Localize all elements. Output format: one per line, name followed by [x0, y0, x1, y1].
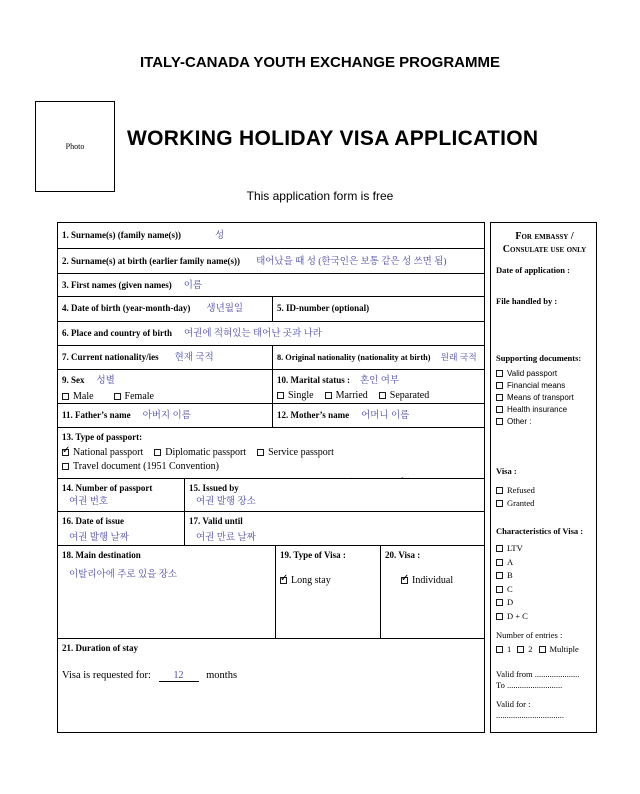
- checkbox-financial-means[interactable]: [496, 380, 593, 392]
- valid-to-line[interactable]: To ..........................: [496, 680, 563, 690]
- field-label: 11. Father’s name: [62, 410, 131, 420]
- field-20-visa: [381, 546, 484, 638]
- checkbox-icon[interactable]: [496, 500, 503, 507]
- field-label: 16. Date of issue: [62, 516, 124, 526]
- checkbox-female[interactable]: [114, 391, 154, 402]
- field-17-valid-until: [185, 512, 484, 545]
- field-hint-korean: 태어났을 때 성 (한국인은 보통 같은 성 쓰면 됨): [256, 257, 447, 267]
- checkbox-icon[interactable]: [539, 646, 546, 653]
- checkbox-icon[interactable]: [401, 577, 408, 584]
- supporting-documents-label: Supporting documents:: [496, 353, 582, 363]
- checkbox-male[interactable]: [62, 391, 94, 402]
- sex-options: [62, 389, 268, 403]
- photo-placeholder: [35, 101, 115, 192]
- field-hint-korean: 여권 만료 날짜: [196, 533, 256, 543]
- field-label: 10. Marital status :: [277, 375, 350, 385]
- checkbox-multiple[interactable]: [539, 644, 579, 654]
- duration-sentence: [62, 670, 480, 682]
- field-14-passport-number: [58, 479, 185, 511]
- visa-decision-label: Visa :: [496, 466, 517, 476]
- checkbox-icon[interactable]: [496, 586, 503, 593]
- characteristics-label: Characteristics of Visa :: [496, 526, 584, 536]
- checkbox-icon[interactable]: [496, 572, 503, 579]
- checkbox-label: Means of transport: [507, 393, 574, 402]
- field-label: 18. Main destination: [62, 550, 141, 560]
- checkbox-service-passport[interactable]: [257, 447, 334, 458]
- field-label: 1. Surname(s) (family name(s)): [62, 230, 181, 240]
- embassy-header: [496, 230, 593, 256]
- field-hint-korean: 어머니 이름: [361, 411, 410, 421]
- field-row-7-8: [58, 346, 484, 370]
- field-hint-korean: 생년월일: [206, 304, 244, 314]
- field-label: 7. Current nationality/ies: [62, 352, 159, 362]
- checkbox-icon[interactable]: [496, 406, 503, 413]
- programme-title: ITALY-CANADA YOUTH EXCHANGE PROGRAMME: [139, 54, 501, 71]
- field-21-duration-of-stay: [58, 639, 484, 732]
- checkbox-health-insurance[interactable]: [496, 404, 593, 416]
- checkbox-icon[interactable]: [379, 392, 386, 399]
- checkbox-valid-passport[interactable]: [496, 368, 593, 380]
- checkbox-icon[interactable]: [277, 392, 284, 399]
- entries-options: [496, 644, 593, 655]
- field-label: 19. Type of Visa :: [280, 550, 346, 560]
- checkbox-label: Refused: [507, 485, 535, 495]
- checkbox-icon[interactable]: [62, 393, 69, 400]
- checkbox-label: LTV: [507, 543, 523, 553]
- field-hint-korean: 여권 발행 장소: [196, 497, 256, 507]
- duration-prefix: Visa is requested for:: [62, 670, 151, 681]
- checkbox-icon[interactable]: [62, 449, 69, 456]
- field-9-sex: [58, 370, 273, 403]
- checkbox-label: D + C: [507, 610, 528, 621]
- checkbox-label: C: [507, 583, 513, 594]
- field-row-11-12: [58, 404, 484, 428]
- checkbox-icon[interactable]: [496, 646, 503, 653]
- field-label: 14. Number of passport: [62, 483, 153, 493]
- checkbox-means-of-transport[interactable]: [496, 392, 593, 404]
- checkbox-label: National passport: [73, 447, 144, 458]
- checkbox-label: Travel document (1951 Convention): [73, 461, 220, 472]
- checkbox-icon[interactable]: [154, 449, 161, 456]
- file-handled-by-label: File handled by :: [496, 296, 558, 306]
- field-2-surname-at-birth: [58, 249, 484, 274]
- field-hint-korean: 성: [214, 231, 225, 241]
- checkbox-d-c[interactable]: [496, 610, 593, 624]
- checkbox-b[interactable]: [496, 569, 593, 583]
- checkbox-icon[interactable]: [517, 646, 524, 653]
- field-5-id-number: [273, 297, 484, 321]
- checkbox-married[interactable]: [325, 390, 368, 401]
- checkbox-icon[interactable]: [496, 370, 503, 377]
- field-label: 21. Duration of stay: [62, 643, 138, 653]
- checkbox-icon[interactable]: [496, 545, 503, 552]
- checkbox-icon[interactable]: [496, 599, 503, 606]
- checkbox-label: Service passport: [268, 447, 334, 458]
- field-hint-korean: 성별: [96, 376, 115, 386]
- checkbox-label: Other :: [507, 417, 532, 426]
- field-13-type-of-passport: [58, 428, 484, 479]
- passport-options-row1: [62, 445, 480, 473]
- field-19-type-of-visa: [276, 546, 381, 638]
- checkbox-label: Individual: [412, 575, 454, 586]
- checkbox-label: Multiple: [549, 644, 579, 654]
- field-11-fathers-name: [58, 404, 273, 427]
- checkbox-ltv[interactable]: [496, 542, 593, 556]
- checkbox-icon[interactable]: [257, 449, 264, 456]
- field-hint-korean: 현재 국적: [174, 353, 214, 363]
- field-label: 6. Place and country of birth: [62, 328, 172, 338]
- checkbox-icon[interactable]: [114, 393, 121, 400]
- field-8-original-nationality: [273, 346, 484, 369]
- checkbox-label: Valid passport: [507, 369, 558, 378]
- field-12-mothers-name: [273, 404, 484, 427]
- valid-for-line[interactable]: ................................: [496, 710, 564, 720]
- embassy-header-line1: For embassy /: [515, 231, 574, 242]
- duration-suffix: months: [206, 670, 238, 681]
- field-hint-korean: 여권 번호: [69, 497, 109, 507]
- checkbox-icon[interactable]: [496, 394, 503, 401]
- field-label: 15. Issued by: [189, 483, 239, 493]
- field-label: 12. Mother’s name: [277, 410, 350, 420]
- checkbox-label: A: [507, 556, 514, 567]
- field-label: 4. Date of birth (year-month-day): [62, 303, 191, 313]
- field-7-current-nationality: [58, 346, 273, 369]
- field-label: 13. Type of passport:: [62, 432, 143, 442]
- field-row-18-19-20: [58, 546, 484, 639]
- field-16-date-of-issue: [58, 512, 185, 545]
- checkbox-individual[interactable]: [401, 575, 453, 586]
- supporting-documents-options: [496, 368, 593, 428]
- checkbox-icon[interactable]: [496, 418, 503, 425]
- field-6-place-country-of-birth: [58, 322, 484, 346]
- embassy-header-line2: Consulate use only: [502, 244, 587, 255]
- checkbox-label: B: [507, 570, 513, 580]
- valid-for-label: Valid for :: [496, 699, 531, 709]
- months-input[interactable]: 12: [159, 670, 199, 682]
- checkbox-label: Single: [288, 390, 314, 401]
- checkbox-icon[interactable]: [62, 463, 69, 470]
- field-hint-korean: 여권에 적혀있는 태어난 곳과 나라: [184, 329, 322, 339]
- visa-options: [385, 573, 480, 587]
- field-hint-korean: 여권 발행 날짜: [69, 533, 129, 543]
- checkbox-label: Female: [124, 391, 154, 402]
- characteristics-options: [496, 542, 593, 623]
- checkbox-label: Diplomatic passport: [165, 447, 247, 458]
- field-row-4-5: [58, 297, 484, 322]
- checkbox-icon[interactable]: [325, 392, 332, 399]
- checkbox-icon[interactable]: [496, 613, 503, 620]
- application-form-table: [57, 222, 485, 733]
- visa-decision-options: [496, 484, 593, 510]
- checkbox-icon[interactable]: [280, 577, 287, 584]
- visa-type-options: [280, 573, 376, 587]
- checkbox-separated[interactable]: [379, 390, 429, 401]
- field-label: 5. ID-number (optional): [277, 303, 370, 313]
- checkbox-label: Granted: [507, 498, 535, 508]
- checkbox-label: 1: [507, 644, 512, 654]
- form-subtitle: This application form is free: [246, 189, 394, 203]
- checkbox-1[interactable]: [496, 644, 511, 654]
- field-label: 9. Sex: [62, 375, 85, 385]
- checkbox-a[interactable]: [496, 556, 593, 570]
- checkbox-2[interactable]: [517, 644, 532, 654]
- field-row-16-17: [58, 512, 484, 546]
- checkbox-label: Long stay: [291, 575, 331, 586]
- field-label: 20. Visa :: [385, 550, 421, 560]
- checkbox-granted[interactable]: [496, 497, 593, 510]
- field-row-14-15: [58, 479, 484, 512]
- entries-label: Number of entries :: [496, 630, 563, 640]
- field-label: 3. First names (given names): [62, 280, 172, 290]
- embassy-panel: [490, 222, 597, 733]
- checkbox-icon[interactable]: [496, 382, 503, 389]
- valid-from-line[interactable]: Valid from .....................: [496, 669, 580, 679]
- field-hint-korean: 원래 국적: [440, 352, 477, 362]
- field-label: 2. Surname(s) at birth (earlier family name(s)): [62, 256, 241, 266]
- checkbox-long-stay[interactable]: [280, 575, 331, 586]
- checkbox-label: Health insurance: [507, 405, 568, 414]
- checkbox-icon[interactable]: [496, 559, 503, 566]
- field-hint-korean: 혼인 여부: [360, 376, 400, 386]
- field-3-first-names: [58, 274, 484, 297]
- checkbox-label: Male: [73, 391, 94, 402]
- field-1-surname: [58, 223, 484, 249]
- checkbox-label: 2: [528, 644, 533, 654]
- checkbox-travel-document-1951-convention[interactable]: [62, 461, 219, 472]
- checkbox-label: Financial means: [507, 381, 566, 390]
- checkbox-c[interactable]: [496, 583, 593, 597]
- field-10-marital-status: [273, 370, 484, 403]
- marital-options-row1: [277, 388, 480, 403]
- field-label: 8. Original nationality (nationality at birth): [277, 353, 431, 362]
- field-row-9-10: [58, 370, 484, 404]
- checkbox-icon[interactable]: [496, 487, 503, 494]
- field-15-issued-by: [185, 479, 484, 511]
- form-title: WORKING HOLIDAY VISA APPLICATION: [127, 127, 539, 150]
- photo-label: Photo: [65, 142, 85, 151]
- field-hint-korean: 아버지 이름: [142, 411, 191, 421]
- checkbox-single[interactable]: [277, 390, 314, 401]
- checkbox-label: Separated: [389, 390, 430, 401]
- checkbox-label: D: [507, 597, 514, 607]
- field-label: 17. Valid until: [189, 516, 243, 526]
- checkbox-d[interactable]: [496, 596, 593, 610]
- field-hint-korean: 이름: [183, 281, 203, 291]
- checkbox-national-passport[interactable]: [62, 447, 143, 458]
- checkbox-diplomatic-passport[interactable]: [154, 447, 246, 458]
- checkbox-label: Married: [335, 390, 368, 401]
- field-4-date-of-birth: [58, 297, 273, 321]
- checkbox-other[interactable]: [496, 416, 593, 428]
- field-hint-korean: 이탈리아에 주로 있을 장소: [69, 570, 178, 580]
- field-18-main-destination: [58, 546, 276, 638]
- checkbox-refused[interactable]: [496, 484, 593, 497]
- date-of-application-label: Date of application :: [496, 265, 570, 275]
